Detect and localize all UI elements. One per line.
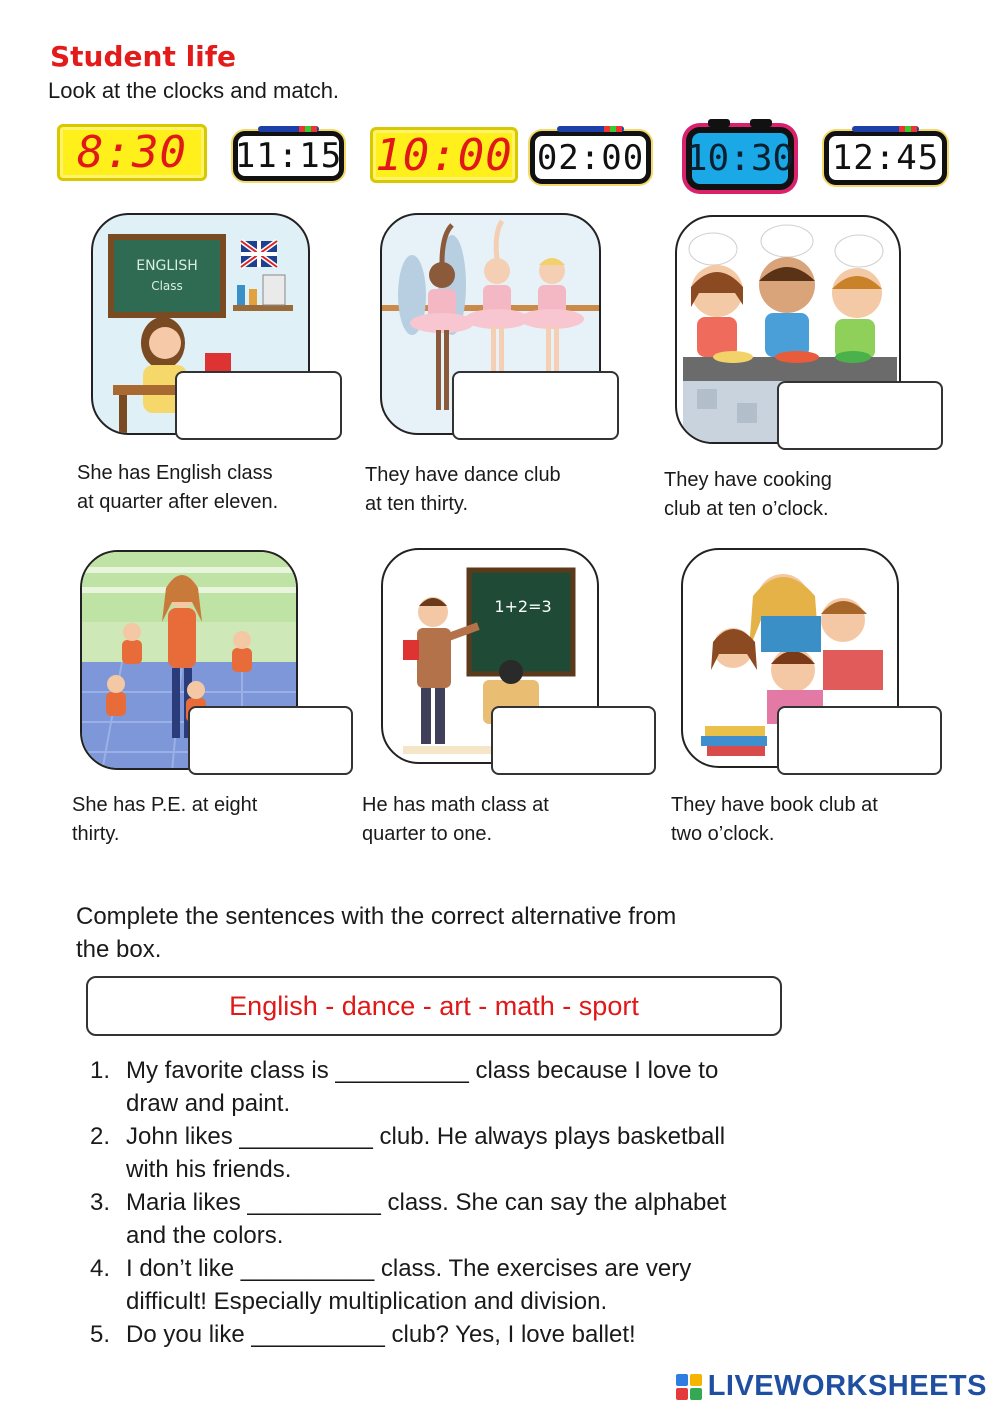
clock-2[interactable] [233,131,344,181]
caption-line: at quarter after eleven. [77,491,279,513]
sentence-number: 2. [89,1123,110,1150]
answer-box-1[interactable] [175,371,342,440]
answer-box-2[interactable] [452,371,619,440]
answer-box-4[interactable] [188,706,353,775]
sentence-line: Maria likes __________ class. She can say the alphabet [126,1189,727,1216]
instruction-text: Look at the clocks and match. [48,78,340,103]
sentence-line: with his friends. [126,1156,292,1183]
clock-6[interactable] [824,131,947,185]
caption-line: They have cooking [664,469,832,491]
logo-square [690,1388,702,1400]
answer-box-3[interactable] [777,381,943,450]
board-sub-text: Class [151,279,183,293]
sentence-line: John likes __________ club. He always plays basketball [126,1123,726,1150]
caption-5 [362,791,642,849]
caption-line: quarter to one. [362,823,493,845]
page-title: Student life [50,40,236,73]
caption-line: They have dance club [365,464,561,486]
clock-time: 10:00 [375,129,513,181]
caption-line: He has math class at [362,794,549,816]
sentence-line: I don’t like __________ class. The exercises are very [126,1255,692,1282]
sentence-item[interactable] [80,1054,820,1120]
clock-3[interactable] [370,127,518,183]
logo-square [676,1374,688,1386]
caption-line: She has P.E. at eight [72,794,258,816]
caption-line: club at ten o’clock. [664,498,829,520]
clock-time: 8:30 [77,127,187,178]
caption-3 [664,466,944,524]
sentence-number: 1. [89,1057,110,1084]
clock-time: 12:45 [831,138,940,178]
clock-1[interactable] [57,124,207,181]
liveworksheets-logo-icon [676,1374,702,1400]
board-text: ENGLISH [136,258,198,274]
sentence-item[interactable] [80,1186,820,1252]
word-box-text: English - dance - art - math - sport [229,990,639,1021]
section2-instruction [76,900,816,966]
caption-line: two o’clock. [671,823,775,845]
caption-line: thirty. [72,823,120,845]
sentence-line: My favorite class is __________ class because I love to [126,1057,719,1084]
sentence-line: Do you like __________ club? Yes, I love ballet! [126,1321,636,1348]
sentence-number: 4. [89,1255,110,1282]
brand-name: LIVEWORKSHEETS [707,1370,987,1402]
clock-time: 02:00 [536,137,645,178]
clock-5[interactable] [686,127,794,190]
sentence-list [80,1054,820,1351]
clock-4[interactable] [530,131,651,184]
sentence-line: difficult! Especially multiplication and division. [126,1288,608,1315]
caption-line: They have book club at [671,794,878,816]
word-box [86,976,782,1036]
sentence-item[interactable] [80,1252,820,1318]
clock-time: 10:30 [685,138,795,179]
caption-line: She has English class [77,462,273,484]
sentence-number: 5. [89,1321,110,1348]
caption-4 [72,791,352,849]
instruction-line: Complete the sentences with the correct alternative from [76,903,677,930]
sentence-line: and the colors. [126,1222,284,1249]
clock-time: 11:15 [234,136,343,176]
sentence-number: 3. [89,1189,110,1216]
answer-box-5[interactable] [491,706,656,775]
caption-line: at ten thirty. [365,493,469,515]
answer-box-6[interactable] [777,706,942,775]
sentence-item[interactable] [80,1120,820,1186]
instruction-line: the box. [76,936,162,963]
logo-square [690,1374,702,1386]
caption-6 [671,791,961,849]
sentence-line: draw and paint. [126,1090,291,1117]
caption-2 [365,461,645,519]
logo-square [676,1388,688,1400]
board-text: 1+2=3 [494,597,552,616]
brand-logo [676,1370,987,1403]
sentence-item[interactable] [80,1318,820,1351]
caption-1 [77,459,357,517]
